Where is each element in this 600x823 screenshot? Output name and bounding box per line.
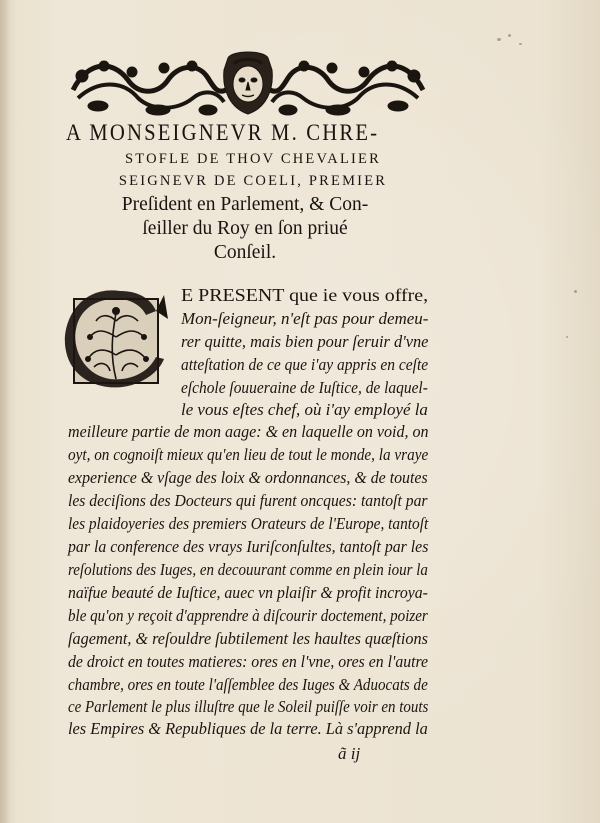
paper-speck	[574, 290, 577, 293]
title-line-5: ſeiller du Roy en ſon priué	[142, 218, 348, 239]
body-line: le vous eſtes chef, où i'ay employé la	[181, 400, 428, 419]
body-line: rer quitte, mais bien pour ſeruir d'vne	[181, 332, 429, 351]
title-line-6: Conſeil.	[213, 242, 277, 263]
body-line: eſchole ſouueraine de Iuſtice, de laquel-	[181, 378, 428, 397]
body-line: les plaidoyeries des premiers Orateurs de l'Europe, tantoſt	[68, 514, 429, 533]
body-line: ble qu'on y reçoit d'apprendre à diſcourir doctement, poizer	[68, 606, 428, 625]
decorated-initial-icon	[60, 285, 170, 395]
paper-speck	[508, 34, 511, 37]
title-line-2: STOFLE DE THOV CHEVALIER	[125, 151, 381, 167]
title-line-4: Preſident en Parlement, & Con-	[121, 194, 369, 215]
signature-mark: ã ij	[338, 744, 361, 763]
body-line: par la conference des vrays Iuriſconſultes, tantoſt par les	[68, 537, 429, 556]
body-line: atteſtation de ce que i'ay appris en ceſte	[181, 355, 429, 374]
page-gutter-shadow	[0, 0, 10, 823]
body-line: naïfue beauté de Iuſtice, auec vn plaiſir & profit incroya-	[68, 583, 428, 602]
paper-speck	[497, 38, 501, 41]
body-line: meilleure partie de mon aage: & en laquelle on void, on	[68, 422, 429, 441]
body-line: Mon-ſeigneur, n'eſt pas pour demeu-	[181, 309, 429, 328]
body-line: experience & vſage des loix & ordonnances, & de toutes	[68, 468, 428, 487]
title-line-1: A MONSEIGNEVR M. CHRE-	[66, 120, 380, 145]
body-line: oyt, on cognoiſt mieux qu'en lieu de tout le monde, la vraye	[68, 445, 429, 464]
body-line: E PRESENT que ie vous offre,	[181, 285, 429, 305]
body-line: ſagement, & reſouldre ſubtilement les haultes quæſtions	[68, 629, 428, 648]
body-line: les Empires & Republiques de la terre. Là s'apprend la	[68, 719, 428, 738]
paper-speck	[519, 43, 522, 45]
body-line: ce Parlement le plus illuſtre que le Soleil puiſſe voir en touts	[68, 697, 429, 716]
body-line: les deciſions des Docteurs qui furent oncques: tantoſt par	[68, 491, 428, 510]
body-line: de droict en toutes matieres: ores en l'vne, ores en l'autre	[68, 652, 429, 671]
body-line: chambre, ores en toute l'aſſemblee des Iuges & Aduocats de	[68, 675, 428, 694]
body-line: reſolutions des Iuges, en decouurant comme en plein iour la	[68, 560, 428, 579]
headpiece-ornament-icon	[68, 50, 428, 120]
paper-speck	[566, 336, 568, 338]
title-line-3: SEIGNEVR DE COELI, PREMIER	[118, 173, 388, 189]
